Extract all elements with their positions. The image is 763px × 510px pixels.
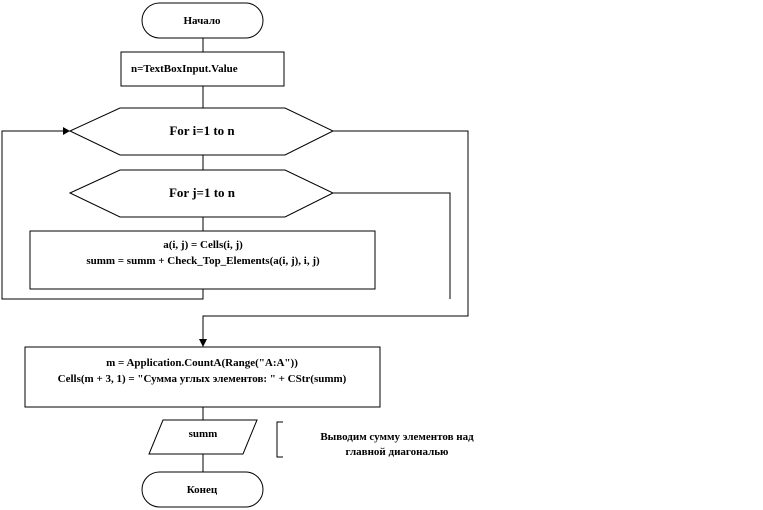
loop-j-decision: [70, 170, 333, 217]
inner-line-2: summ = summ + Check_Top_Elements(a(i, j), i, j): [86, 255, 320, 267]
input-assign-label: n=TextBoxInput.Value: [131, 63, 238, 75]
result-process: [25, 347, 380, 407]
input-assign-process: [121, 52, 284, 86]
output-comment: [320, 431, 474, 458]
start-terminator: [142, 3, 263, 38]
inner-process: [30, 231, 375, 289]
loop-i-decision: [70, 108, 333, 155]
result-line-2: Cells(m + 3, 1) = "Сумма углых элементов: " + CStr(summ): [57, 373, 347, 385]
loop-j-label: For j=1 to n: [168, 185, 236, 200]
end-label: Конец: [186, 484, 218, 496]
comment-line-2: главной диагональю: [345, 446, 449, 458]
arrowhead-result-entry: [199, 339, 207, 347]
start-label: Начало: [183, 15, 221, 27]
inner-line-1: a(i, j) = Cells(i, j): [163, 239, 243, 251]
output-parallelogram: [149, 420, 257, 454]
output-label: summ: [188, 428, 218, 440]
comment-bracket: [277, 422, 283, 457]
result-line-1: m = Application.CountA(Range("A:A")): [106, 357, 298, 369]
loop-i-label: For i=1 to n: [169, 123, 235, 138]
comment-line-1: Выводим сумму элементов над: [320, 431, 474, 443]
end-terminator: [142, 472, 263, 507]
